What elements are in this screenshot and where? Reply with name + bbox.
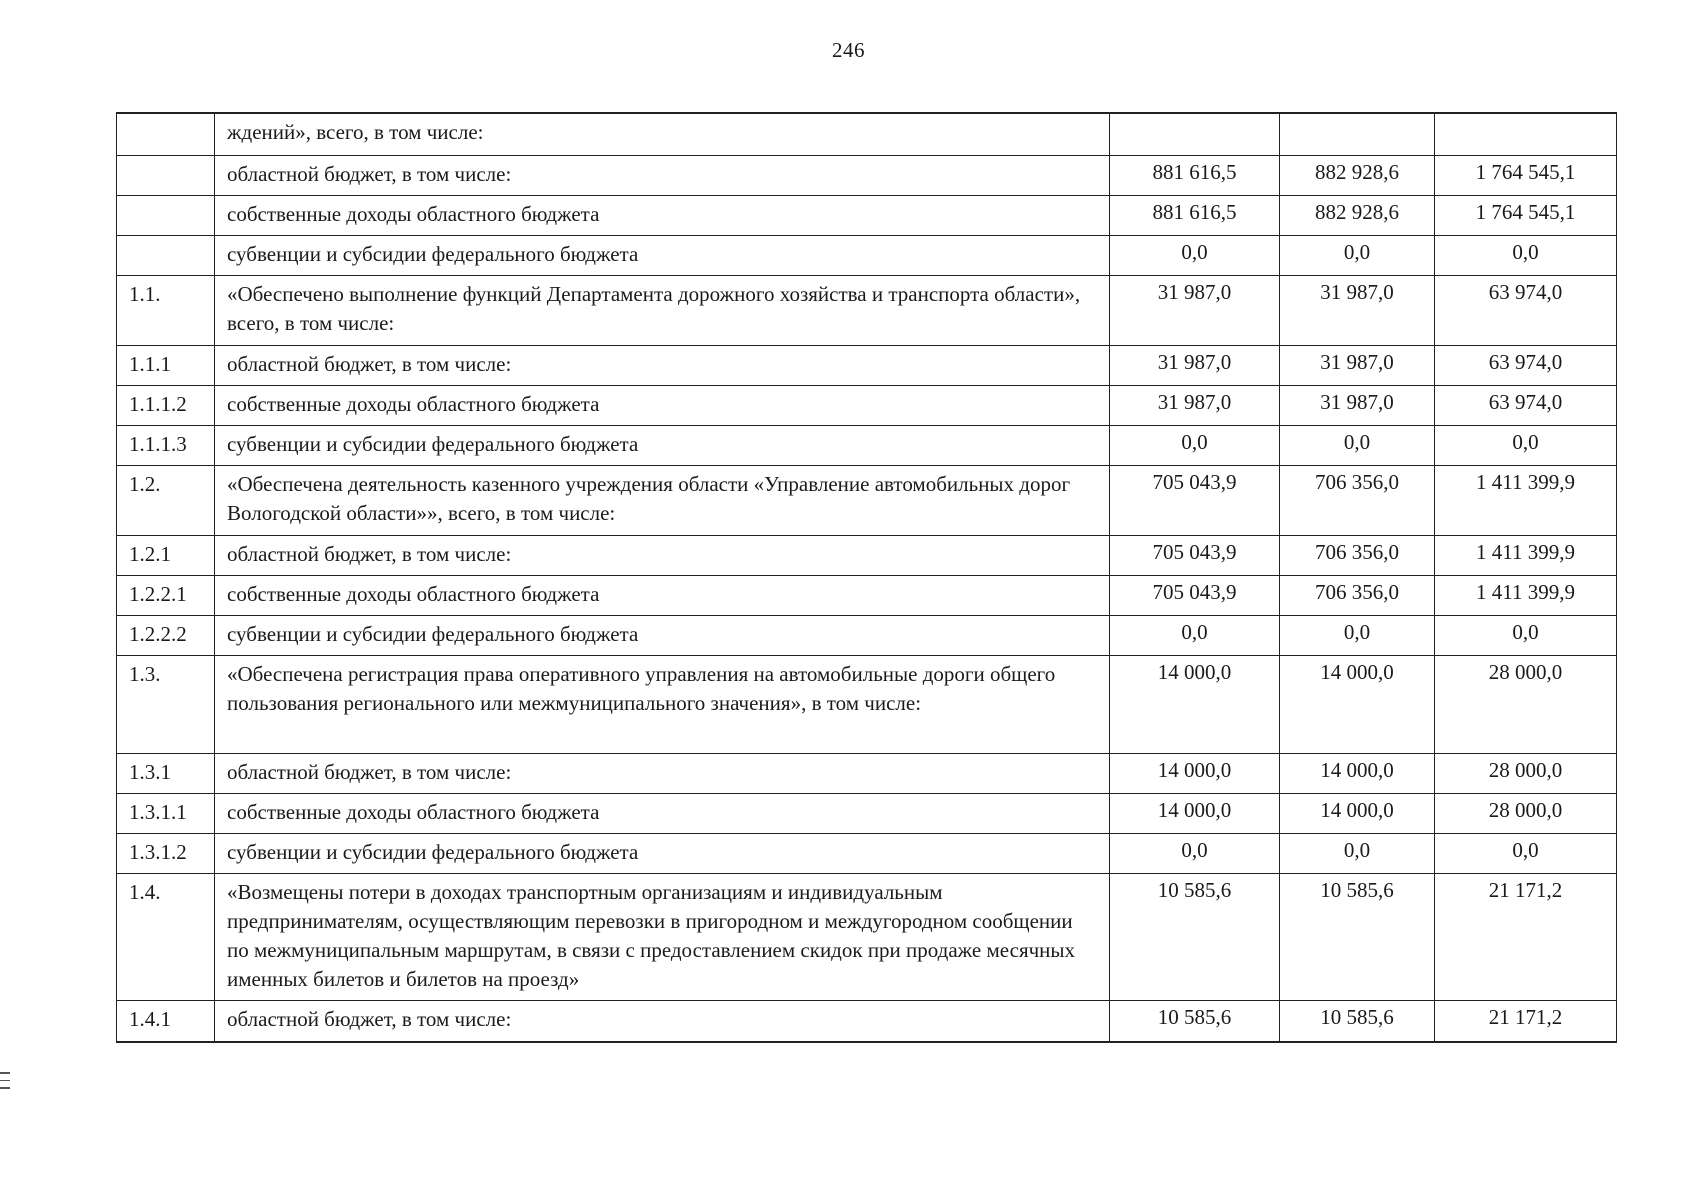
value-cell-2: 14 000,0 — [1280, 655, 1435, 753]
table-row — [117, 655, 1617, 753]
value-cell-3: 0,0 — [1435, 833, 1617, 873]
row-name-cell: собственные доходы областного бюджета — [215, 793, 1110, 833]
table-row — [117, 1000, 1617, 1042]
row-name-cell: ждений», всего, в том числе: — [215, 113, 1110, 155]
row-name-cell: областной бюджет, в том числе: — [215, 345, 1110, 385]
value-cell-3: 63 974,0 — [1435, 345, 1617, 385]
value-cell-1: 14 000,0 — [1110, 655, 1280, 753]
value-cell-2: 14 000,0 — [1280, 793, 1435, 833]
row-name-cell: «Обеспечена регистрация права оперативного управления на автомобильные дороги общего пользования регионального или межмуниципального значения», в том числе: — [215, 655, 1110, 753]
value-cell-3: 63 974,0 — [1435, 385, 1617, 425]
row-name-cell: субвенции и субсидии федерального бюджета — [215, 833, 1110, 873]
value-cell-1: 31 987,0 — [1110, 345, 1280, 385]
table-row — [117, 425, 1617, 465]
row-name-cell: субвенции и субсидии федерального бюджета — [215, 235, 1110, 275]
value-cell-3: 1 764 545,1 — [1435, 155, 1617, 195]
row-name-cell: собственные доходы областного бюджета — [215, 385, 1110, 425]
table-row — [117, 385, 1617, 425]
table-row — [117, 235, 1617, 275]
row-number-cell: 1.2.2.2 — [117, 615, 215, 655]
row-name-cell: собственные доходы областного бюджета — [215, 195, 1110, 235]
value-cell-3: 0,0 — [1435, 615, 1617, 655]
row-number-cell: 1.3. — [117, 655, 215, 753]
page-number: 246 — [832, 38, 865, 62]
row-name-cell: собственные доходы областного бюджета — [215, 575, 1110, 615]
value-cell-3: 0,0 — [1435, 235, 1617, 275]
row-number-cell: 1.1.1 — [117, 345, 215, 385]
value-cell-2: 0,0 — [1280, 615, 1435, 655]
value-cell-3: 28 000,0 — [1435, 753, 1617, 793]
value-cell-1: 10 585,6 — [1110, 1000, 1280, 1042]
row-number-cell: 1.4.1 — [117, 1000, 215, 1042]
row-name-cell: «Обеспечена деятельность казенного учреждения области «Управление автомобильных дорог Вологодской области»», всего, в том числе: — [215, 465, 1110, 535]
value-cell-1: 14 000,0 — [1110, 753, 1280, 793]
row-number-cell: 1.3.1.1 — [117, 793, 215, 833]
row-name-cell: областной бюджет, в том числе: — [215, 535, 1110, 575]
row-name-cell: «Обеспечено выполнение функций Департамента дорожного хозяйства и транспорта области», всего, в том числе: — [215, 275, 1110, 345]
value-cell-2: 706 356,0 — [1280, 575, 1435, 615]
value-cell-2: 882 928,6 — [1280, 195, 1435, 235]
value-cell-1 — [1110, 113, 1280, 155]
table-row — [117, 113, 1617, 155]
value-cell-2: 0,0 — [1280, 235, 1435, 275]
value-cell-1: 0,0 — [1110, 235, 1280, 275]
row-number-cell: 1.2. — [117, 465, 215, 535]
value-cell-1: 31 987,0 — [1110, 385, 1280, 425]
value-cell-3: 1 411 399,9 — [1435, 575, 1617, 615]
table-row — [117, 535, 1617, 575]
value-cell-2: 882 928,6 — [1280, 155, 1435, 195]
value-cell-1: 0,0 — [1110, 833, 1280, 873]
table-row — [117, 195, 1617, 235]
value-cell-3: 0,0 — [1435, 425, 1617, 465]
row-number-cell: 1.4. — [117, 873, 215, 1000]
row-number-cell — [117, 155, 215, 195]
row-number-cell — [117, 235, 215, 275]
row-name-cell: областной бюджет, в том числе: — [215, 753, 1110, 793]
row-number-cell — [117, 113, 215, 155]
value-cell-1: 705 043,9 — [1110, 575, 1280, 615]
table-row — [117, 465, 1617, 535]
value-cell-1: 881 616,5 — [1110, 155, 1280, 195]
value-cell-2: 10 585,6 — [1280, 1000, 1435, 1042]
row-number-cell: 1.1.1.2 — [117, 385, 215, 425]
value-cell-1: 0,0 — [1110, 615, 1280, 655]
value-cell-1: 14 000,0 — [1110, 793, 1280, 833]
table-row — [117, 615, 1617, 655]
row-name-cell: областной бюджет, в том числе: — [215, 1000, 1110, 1042]
value-cell-1: 0,0 — [1110, 425, 1280, 465]
table-row — [117, 345, 1617, 385]
value-cell-3: 1 411 399,9 — [1435, 535, 1617, 575]
value-cell-3: 28 000,0 — [1435, 655, 1617, 753]
value-cell-1: 881 616,5 — [1110, 195, 1280, 235]
value-cell-3: 1 764 545,1 — [1435, 195, 1617, 235]
value-cell-3: 21 171,2 — [1435, 873, 1617, 1000]
row-name-cell: субвенции и субсидии федерального бюджета — [215, 615, 1110, 655]
value-cell-3: 28 000,0 — [1435, 793, 1617, 833]
table-row — [117, 793, 1617, 833]
row-number-cell — [117, 195, 215, 235]
table-row — [117, 833, 1617, 873]
table-row — [117, 155, 1617, 195]
value-cell-1: 705 043,9 — [1110, 465, 1280, 535]
value-cell-2: 31 987,0 — [1280, 345, 1435, 385]
binding-margin-mark — [0, 1072, 10, 1095]
row-name-cell: субвенции и субсидии федерального бюджета — [215, 425, 1110, 465]
value-cell-2: 31 987,0 — [1280, 385, 1435, 425]
value-cell-1: 31 987,0 — [1110, 275, 1280, 345]
row-number-cell: 1.2.2.1 — [117, 575, 215, 615]
value-cell-2: 706 356,0 — [1280, 535, 1435, 575]
row-number-cell: 1.1.1.3 — [117, 425, 215, 465]
value-cell-3: 63 974,0 — [1435, 275, 1617, 345]
value-cell-2: 31 987,0 — [1280, 275, 1435, 345]
budget-table — [116, 112, 1617, 1043]
value-cell-3: 1 411 399,9 — [1435, 465, 1617, 535]
value-cell-2: 10 585,6 — [1280, 873, 1435, 1000]
value-cell-2: 706 356,0 — [1280, 465, 1435, 535]
table-row — [117, 753, 1617, 793]
table-row — [117, 275, 1617, 345]
value-cell-3: 21 171,2 — [1435, 1000, 1617, 1042]
value-cell-2: 14 000,0 — [1280, 753, 1435, 793]
row-name-cell: «Возмещены потери в доходах транспортным организациям и индивидуальным предпринимателям, осуществляющим перевозки в пригородном и междугородном сообщении по межмуниципальным маршрутам, в связи с предоставлением скидок при продаже месячных именных билетов и билетов на проезд» — [215, 873, 1110, 1000]
value-cell-1: 10 585,6 — [1110, 873, 1280, 1000]
row-number-cell: 1.1. — [117, 275, 215, 345]
value-cell-2: 0,0 — [1280, 833, 1435, 873]
value-cell-3 — [1435, 113, 1617, 155]
table-row — [117, 575, 1617, 615]
row-number-cell: 1.3.1.2 — [117, 833, 215, 873]
row-number-cell: 1.3.1 — [117, 753, 215, 793]
row-name-cell: областной бюджет, в том числе: — [215, 155, 1110, 195]
value-cell-2: 0,0 — [1280, 425, 1435, 465]
value-cell-2 — [1280, 113, 1435, 155]
row-number-cell: 1.2.1 — [117, 535, 215, 575]
table-row — [117, 873, 1617, 1000]
value-cell-1: 705 043,9 — [1110, 535, 1280, 575]
